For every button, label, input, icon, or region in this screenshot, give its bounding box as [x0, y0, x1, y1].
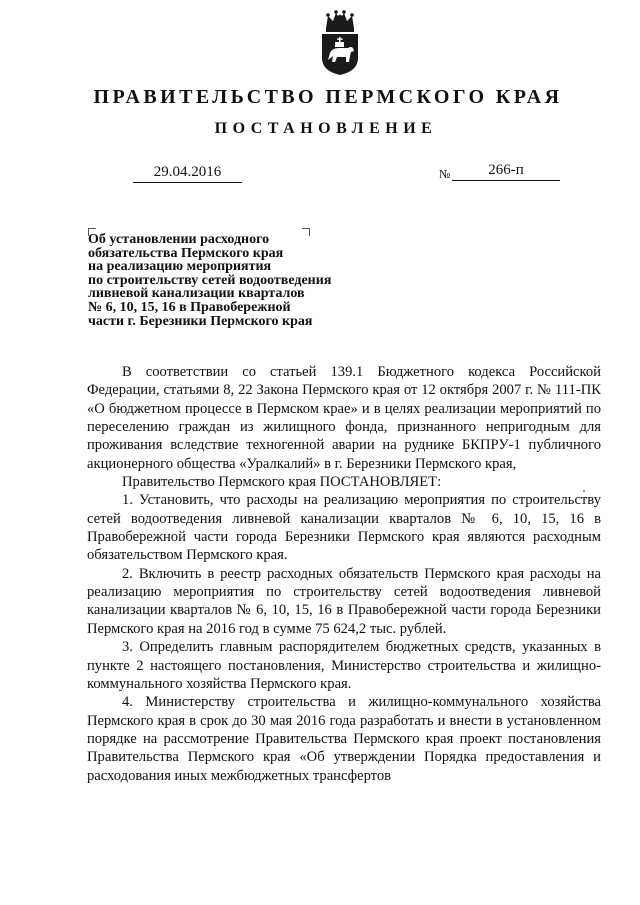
document-date: 29.04.2016	[133, 164, 242, 183]
subject-line: по строительству сетей водоотведения	[88, 272, 332, 288]
subject-line: № 6, 10, 15, 16 в Правобережной	[88, 299, 291, 315]
government-title: ПРАВИТЕЛЬСТВО ПЕРМСКОГО КРАЯ	[93, 86, 563, 108]
clause-4: 4. Министерству строительства и жилищно-коммунального хозяйства Пермского края в срок до 30 мая 2016 года разработать и внести в установленном порядке на рассмотрение Правительства Пермского края проект постановления Правительства Пермского края «Об утверждении Порядка предоставления и расходования иных межбюджетных трансфертов	[87, 694, 601, 784]
subject-line: обязательства Пермского края	[88, 245, 284, 261]
clause-1: 1. Установить, что расходы на реализацию мероприятия по строительству сетей водоотведения ливневой канализации кварталов № 6, 10, 15, 16 в Правобережной части города Березники Пермского края являются расходным обязательством Пермского края.	[87, 492, 601, 564]
scan-speck	[583, 490, 585, 492]
perm-krai-coat-of-arms-icon	[317, 8, 363, 76]
document-number: 266-п	[452, 162, 560, 181]
number-label: №	[439, 167, 451, 181]
clause-2: 2. Включить в реестр расходных обязательств Пермского края расходы на реализацию мероприятия по строительству сетей водоотведения ливневой канализации кварталов № 6, 10, 15, 16 в Правобережной части города Березники Пермского края на 2016 год в сумме 75 624,2 тыс. рублей.	[87, 565, 601, 637]
clause-3: 3. Определить главным распорядителем бюджетных средств, указанных в пункте 2 настоящего постановления, Министерство строительства и жилищно-коммунального хозяйства Пермского края.	[87, 639, 601, 692]
resolves-paragraph: Правительство Пермского края ПОСТАНОВЛЯЕТ:	[122, 474, 442, 491]
subject-line: на реализацию мероприятия	[88, 259, 272, 275]
preamble-paragraph: В соответствии со статьей 139.1 Бюджетного кодекса Российской Федерации, статьями 8, 22 Закона Пермского края от 12 октября 2007 г. № 111-ПК «О бюджетном процессе в Пермском крае» и в целях реализации мероприятий по переселению граждан из жилищного фонда, признанного непригодным для проживания вследствие техногенной аварии на руднике БКПРУ-1 публичного акционерного общества «Уралкалий» в г. Березники Пермского края,	[87, 364, 601, 472]
subject-line: ливневой канализации кварталов	[88, 286, 305, 302]
subject-line: части г. Березники Пермского края	[88, 313, 313, 329]
document-subject	[88, 233, 368, 328]
document-type: ПОСТАНОВЛЕНИЕ	[214, 120, 438, 137]
subject-line: Об установлении расходного	[88, 232, 270, 247]
document-body	[87, 363, 601, 785]
